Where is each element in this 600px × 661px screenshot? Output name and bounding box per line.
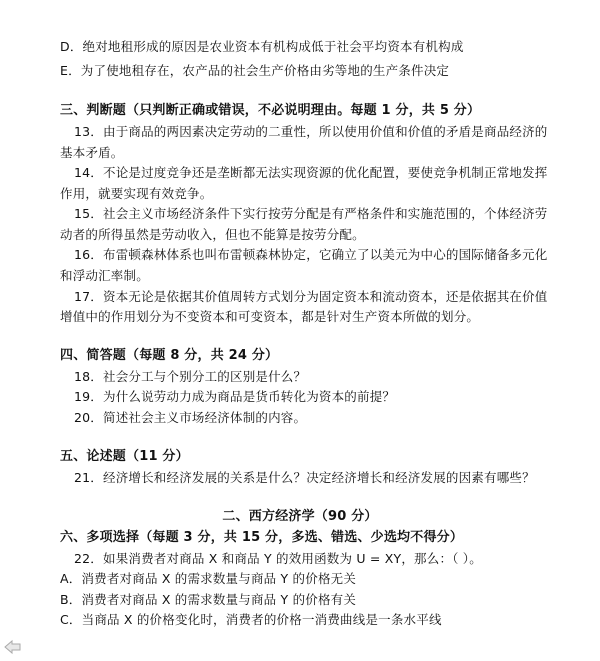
- question-13-line-1: 13．由于商品的两因素决定劳动的二重性，所以使用价值和价值的矛盾是商品经济的: [74, 124, 548, 139]
- question-19: 19．为什么说劳动力成为商品是货币转化为资本的前提？: [74, 389, 396, 404]
- question-15-line-2: 动者的所得虽然是劳动收入，但也不能算是按劳分配。: [60, 227, 365, 242]
- question-22: 22．如果消费者对商品 X 和商品 Y 的效用函数为 U = XY，那么：（ ）。: [74, 551, 482, 566]
- question-17-line-1: 17．资本无论是依据其价值周转方式划分为固定资本和流动资本，还是依据其在价值: [74, 289, 548, 304]
- question-17-line-2: 增值中的作用划分为不变资本和可变资本，都是针对生产资本所做的划分。: [60, 309, 480, 324]
- back-arrow-icon[interactable]: [4, 639, 22, 655]
- option-d: D．绝对地租形成的原因是农业资本有机构成低于社会平均资本有机构成: [60, 39, 464, 54]
- section-heading-multiple-choice: 六、多项选择（每题 3 分，共 15 分，多选、错选、少选均不得分）: [60, 530, 464, 545]
- option-b: B．消费者对商品 X 的需求数量与商品 Y 的价格有关: [60, 592, 357, 607]
- question-21: 21．经济增长和经济发展的关系是什么？决定经济增长和经济发展的因素有哪些？: [74, 470, 535, 485]
- option-c: C．当商品 X 的价格变化时，消费者的价格一消费曲线是一条水平线: [60, 612, 442, 627]
- question-16-line-1: 16．布雷顿森林体系也叫布雷顿森林协定，它确立了以美元为中心的国际储备多元化: [74, 247, 548, 262]
- question-13-line-2: 基本矛盾。: [60, 145, 124, 160]
- section-heading-essay: 五、论述题（11 分）: [60, 449, 189, 464]
- section-heading-judgement: 三、判断题（只判断正确或错误，不必说明理由。每题 1 分，共 5 分）: [60, 103, 481, 118]
- option-e: E．为了使地租存在，农产品的社会生产价格由劣等地的生产条件决定: [60, 63, 450, 78]
- question-14-line-1: 14．不论是过度竞争还是垄断都无法实现资源的优化配置，要使竞争机制正常地发挥: [74, 165, 548, 180]
- part-heading-western-economics: 二、西方经济学（90 分）: [222, 509, 378, 524]
- question-14-line-2: 作用，就要实现有效竞争。: [60, 186, 213, 201]
- question-18: 18．社会分工与个别分工的区别是什么？: [74, 369, 307, 384]
- section-heading-short-answer: 四、简答题（每题 8 分，共 24 分）: [60, 348, 279, 363]
- option-a: A．消费者对商品 X 的需求数量与商品 Y 的价格无关: [60, 571, 357, 586]
- question-15-line-1: 15．社会主义市场经济条件下实行按劳分配是有严格条件和实施范围的，个体经济劳: [74, 206, 548, 221]
- question-16-line-2: 和浮动汇率制。: [60, 268, 149, 283]
- question-20: 20．简述社会主义市场经济体制的内容。: [74, 410, 307, 425]
